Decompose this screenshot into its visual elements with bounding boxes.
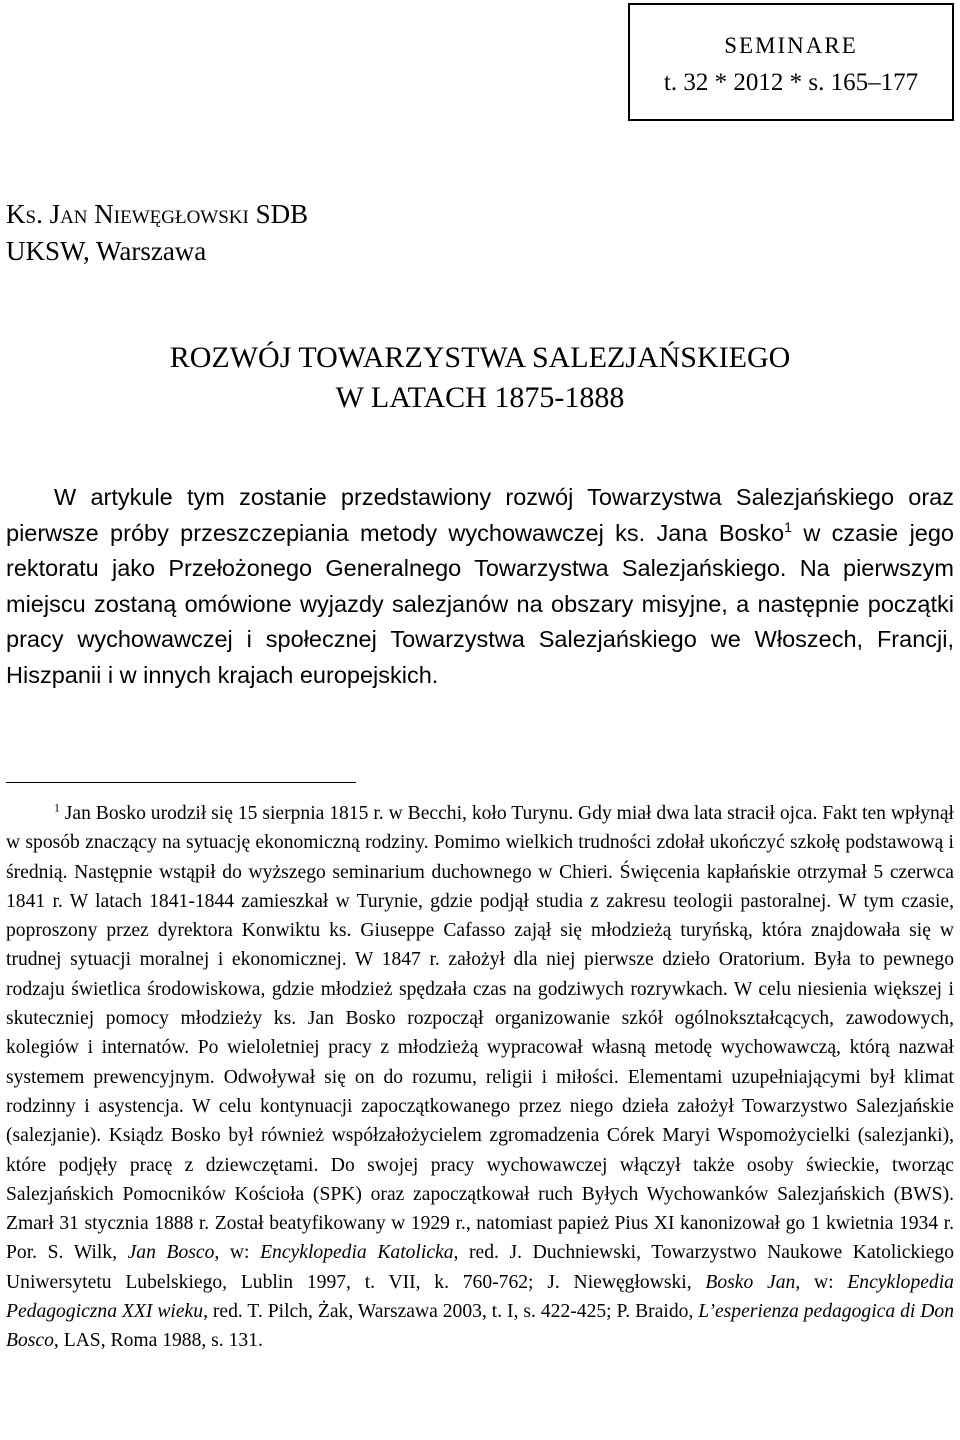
abstract [6,480,954,693]
citation-title-encyklopedia-katolicka: Encyklopedia Katolicka [260,1242,454,1264]
author-name [6,196,308,233]
footnote-text-2: , w: [214,1242,261,1264]
author-affiliation: UKSW, Warszawa [6,236,207,266]
citation-title-esperienza-pedagogica: L’esperienza pedagogica di Don Bosco [6,1301,954,1352]
citation-title-bosko-jan: Bosko Jan [705,1271,796,1293]
footnote-text-5: , red. T. Pilch, Żak, Warszawa 2003, t. I, s. 422-425; P. Braido, [203,1301,699,1323]
author-title: Ks. [6,199,43,229]
footnote-reference[interactable]: 1 [784,518,792,535]
journal-reference: t. 32 * 2012 * s. 165–177 [663,69,919,96]
author-fullname: Jan Niewęgłowski [49,199,249,229]
footnote-text-3: , red. J. Duchniewski, Towarzystwo Naukowe Katolickiego Uniwersytetu Lubelskiego, Lublin 1997, t. VII, k. 760-762; J. Niewęgłowski, [6,1242,954,1293]
footnote-text-1: Jan Bosko urodził się 15 sierpnia 1815 r. w Becchi, koło Turynu. Gdy miał dwa lata stracił ojca. Fakt ten wpłynął w sposób znaczący na sytuację ekonomiczną rodziny. Pomimo wielkich trudności zdołał ukończyć szkołę podstawową i średnią. Następnie wstąpił do wyższego seminarium duchownego w Chieri. Święcenia kapłańskie otrzymał 5 czerwca 1841 r. W latach 1841-1844 zamieszkał w Turynie, gdzie podjął studia z zakresu teologii pastoralnej. W tym czasie, poproszony przez dyrektora Konwiktu ks. Giuseppe Cafasso zajął się młodzieżą turyńską, która znajdowała się w trudnej sytuacji moralnej i ekonomicznej. W 1847 r. założył dla niej pierwsze dzieło Oratorium. Była to pewnego rodzaju świetlica środowiskowa, gdzie młodzież spędzała czas na godziwych rozrywkach. W celu niesienia większej i skuteczniej pomocy młodzieży ks. Jan Bosko rozpoczął organizowanie szkół ogólnokształcących, zawodowych, kolegiów i internatów. Po wieloletniej pracy z młodzieżą wypracował własną metodę wychowawczą, którą nazwał systemem prewencyjnym. Odwoływał się on do rozumu, religii i miłości. Elementami uzupełniającymi był klimat rodzinny i asystencja. W celu kontynuacji zapoczątkowanego przez niego dzieła założył Towarzystwo Salezjańskie (salezjanie). Ksiądz Bosko był również współzałożycielem zgromadzenia Córek Maryi Wspomożycielki (salezjanki), które podjęły pracę z dziewczętami. Do swojej pracy wychowawczej włączył także osoby świeckie, tworząc Salezjańskich Pomocników Kościoła (SPK) oraz zapoczątkował ruch Byłych Wychowanków Salezjańskich (BWS). Zmarł 31 stycznia 1888 r. Został beatyfikowany w 1929 r., natomiast papież Pius XI kanonizował go 1 kwietnia 1934 r. Por. S. Wilk, [6,803,954,1264]
author-order: SDB [255,199,309,229]
abstract-text-1: W artykule tym zostanie przedstawiony rozwój Towarzystwa Salezjańskiego oraz pierwsze próby przeszczepiania metody wychowawczej ks. Jana Bosko [6,484,954,546]
footnote-number: 1 [54,801,60,815]
title-line-2: W LATACH 1875-1888 [335,381,625,414]
citation-title-jan-bosco: Jan Bosco [127,1242,215,1264]
footnote [6,799,954,1356]
abstract-text-2: w czasie jego rektoratu jako Przełożonego Generalnego Towarzystwa Salezjańskiego. Na pierwszym miejscu zostaną omówione wyjazdy salezjanów na obszary misyjne, a następnie początki pracy wychowawczej i społecznej Towarzystwa Salezjańskiego we Włoszech, Francji, Hiszpanii i w innych krajach europejskich. [6,519,954,688]
footnote-text-4: , w: [795,1271,848,1293]
journal-info-box [628,3,954,121]
footnote-text-6: , LAS, Roma 1988, s. 131. [53,1330,263,1352]
article-title [0,338,960,418]
footnote-paragraph [6,799,954,1356]
footnote-divider [6,782,356,783]
author-block [6,196,308,270]
journal-name: SEMINARE [724,33,858,58]
title-line-1: ROZWÓJ TOWARZYSTWA SALEZJAŃSKIEGO [169,341,791,374]
citation-title-encyklopedia-pedagogiczna: Encyklopedia Pedagogiczna XXI wieku [6,1271,954,1323]
abstract-paragraph [6,480,954,693]
